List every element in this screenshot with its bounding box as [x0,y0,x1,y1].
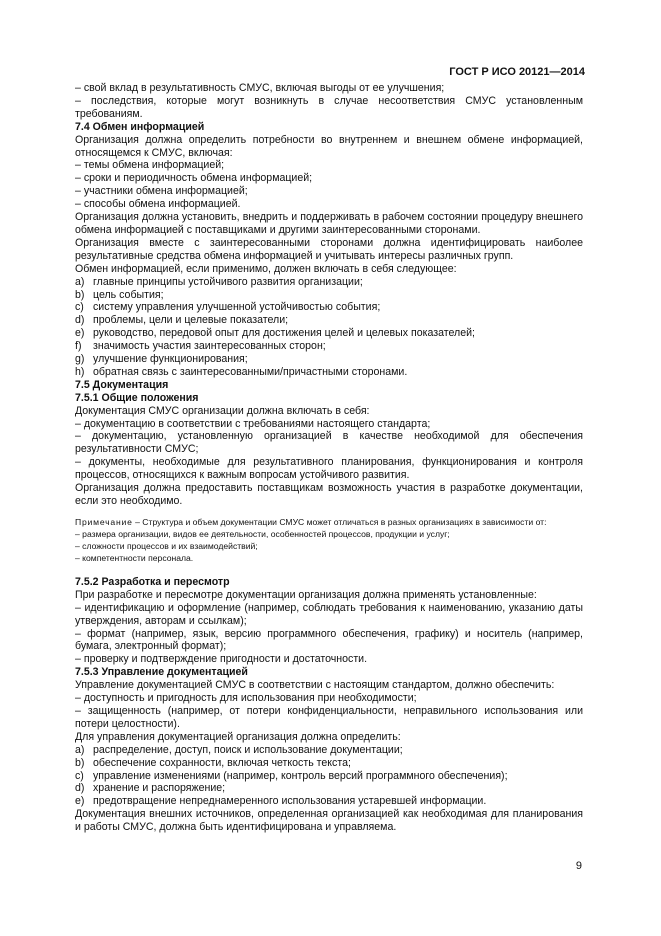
note-item: – сложности процессов и их взаимодействий; [75,540,258,551]
list-marker: e) [75,795,85,808]
list-item [75,782,583,795]
list-text: обеспечение сохранности, включая четкость текста; [93,756,351,769]
list-marker: c) [75,769,84,782]
document-id-header: ГОСТ Р ИСО 20121—2014 [449,66,585,78]
list-marker: c) [75,301,84,314]
dash-item: – сроки и периодичность обмена информацией; [75,172,313,185]
list-marker: h) [75,365,85,378]
list-marker: b) [75,756,85,769]
note-text: – Структура и объем документации СМУС может отличаться в разных организациях в зависимости от: [132,516,547,527]
dash-item: – защищенность (например, от потери конфиденциальности, неправильного использования или потери целостности). [75,704,583,730]
list-marker: g) [75,353,85,366]
list-item [75,340,583,353]
list-text: главные принципы устойчивого развития организации; [93,275,363,288]
dash-item: – доступность и пригодность для использования при необходимости; [75,692,417,705]
document-body [75,82,583,834]
paragraph: Организация должна установить, внедрить и поддерживать в рабочем состоянии процедуру внешнего обмена информацией с поставщиками и другими заинтересованными сторонами. [75,211,583,236]
list-text: управление изменениями (например, контроль версий программного обеспечения); [93,769,508,782]
paragraph: Организация должна предоставить поставщикам возможность участия в разработке документации, если это необходимо. [75,482,583,507]
list-marker: f) [75,340,82,353]
dash-item: – последствия, которые могут возникнуть в случае несоответствия СМУС установленным требованиям. [75,94,583,120]
list-item [75,276,583,289]
paragraph: При разработке и пересмотре документации организация должна применять установленные: [75,588,537,601]
list-item [75,795,583,808]
list-marker: d) [75,782,85,795]
list-item [75,757,583,770]
list-marker: a) [75,743,85,756]
paragraph: Управление документацией СМУС в соответствии с настоящим стандартом, должно обеспечить: [75,679,555,692]
list-communication-items [75,276,583,379]
section-heading-7-5-2: 7.5.2 Разработка и пересмотр [75,575,230,588]
list-text: значимость участия заинтересованных сторон; [93,340,326,353]
paragraph: Обмен информацией, если применимо, должен включать в себя следующее: [75,262,457,275]
dash-item: – документацию, установленную организацией в качестве необходимой для обеспечения результативности СМУС; [75,430,583,456]
list-text: хранение и распоряжение; [93,782,226,795]
list-text: распределение, доступ, поиск и использование документации; [93,743,403,756]
section-heading-7-5: 7.5 Документация [75,378,169,391]
page-number: 9 [575,860,582,872]
section-heading-7-4: 7.4 Обмен информацией [75,120,205,133]
section-heading-7-5-3: 7.5.3 Управление документацией [75,666,248,679]
paragraph: Документация внешних источников, определенная организацией как необходимая для планирования и работы СМУС, должна быть идентифицирована и управляема. [75,808,583,834]
dash-item: – документы, необходимые для результативного планирования, функционирования и контроля процессов, относящихся к важным вопросам устойчивого развития. [75,456,583,482]
note-item: – компетентности персонала. [75,552,194,563]
dash-item: – проверку и подтверждение пригодности и достаточности. [75,653,368,666]
dash-item: – темы обмена информацией; [75,159,225,172]
list-marker: b) [75,288,85,301]
list-item [75,770,583,783]
dash-item: – формат (например, язык, версию программного обеспечения, графику) и носитель (например, бумага, электронный формат); [75,627,583,653]
list-marker: e) [75,327,85,340]
list-text: улучшение функционирования; [93,353,248,366]
paragraph: Для управления документацией организация должна определить: [75,730,401,743]
list-text: систему управления улучшенной устойчивостью события; [93,301,381,314]
list-item [75,327,583,340]
list-item [75,301,583,314]
paragraph: Организация должна определить потребности во внутреннем и внешнем обмене информацией, относящемся к СМУС, включая: [75,133,583,159]
list-item [75,353,583,366]
section-heading-7-5-1: 7.5.1 Общие положения [75,391,199,404]
list-item [75,314,583,327]
list-marker: d) [75,314,85,327]
list-text: обратная связь с заинтересованными/причастными сторонами. [93,365,408,378]
list-item [75,289,583,302]
note [75,516,583,528]
list-text: цель события; [93,288,164,301]
list-text: руководство, передовой опыт для достижения целей и целевых показателей; [93,327,475,340]
dash-item: – документацию в соответствии с требованиями настоящего стандарта; [75,417,431,430]
list-item [75,744,583,757]
note-item: – размера организации, видов ее деятельности, особенностей процессов, продукции и услуг; [75,528,450,539]
dash-item: – участники обмена информацией; [75,185,248,198]
paragraph: Документация СМУС организации должна включать в себя: [75,404,370,417]
list-text: проблемы, цели и целевые показатели; [93,314,289,327]
dash-item: – идентификацию и оформление (например, соблюдать требования к наименованию, указанию даты утверждения, авторам и ссылкам); [75,601,583,627]
list-text: предотвращение непреднамеренного использования устаревшей информации. [93,795,487,808]
list-document-control [75,744,583,809]
paragraph: Организация вместе с заинтересованными сторонами должна идентифицировать наиболее результативные средства обмена информацией и учитывать интересы различных групп. [75,236,583,262]
dash-item: – свой вклад в результативность СМУС, включая выгоды от ее улучшения; [75,82,445,94]
list-item [75,366,583,379]
note-label: Примечание [75,516,133,527]
list-marker: a) [75,275,85,288]
dash-item: – способы обмена информацией. [75,198,241,211]
